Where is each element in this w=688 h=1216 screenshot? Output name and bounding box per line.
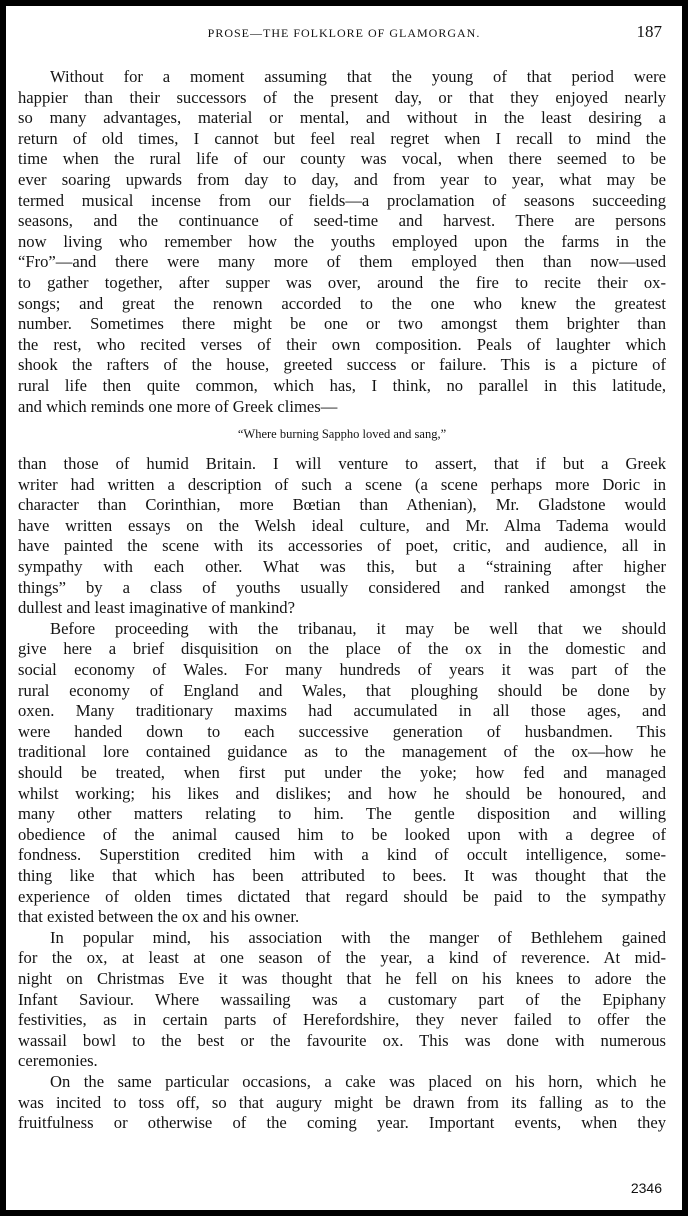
text-line: many other matters relating to him. The gentle disposition and willing	[18, 804, 666, 824]
text-line: now living who remember how the youths employed upon the farms in the	[18, 231, 666, 251]
text-line: than those of humid Britain. I will venture to assert, that if but a Greek	[18, 454, 666, 474]
text-line: festivities, as in certain parts of Herefordshire, they never failed to offer the	[18, 1010, 666, 1030]
scan-id: 2346	[630, 1180, 662, 1196]
text-line: termed musical incense from our fields—a proclamation of seasons succeeding	[18, 190, 666, 210]
text-line: whilst working; his likes and dislikes; and how he should be honoured, and	[18, 783, 666, 803]
text-line: songs; and great the renown accorded to the one who knew the greatest	[18, 293, 666, 313]
text-line: “Fro”—and there were many more of them employed then than now—used	[18, 252, 666, 272]
text-line: Without for a moment assuming that the young of that period were	[50, 67, 666, 86]
text-line: On the same particular occasions, a cake was placed on his horn, which he	[50, 1071, 666, 1091]
text-line: return of old times, I cannot but feel real regret when I recall to mind the	[18, 128, 666, 148]
text-line: character than Corinthian, more Bœtian than Athenian), Mr. Gladstone would	[18, 495, 666, 515]
text-line: and which reminds one more of Greek climes—	[18, 396, 338, 416]
text-line: writer had written a description of such a scene (a scene perhaps more Doric in	[18, 474, 666, 494]
text-line: for the ox, at least at one season of the year, a kind of reverence. At mid-	[18, 948, 666, 968]
text-line: wassail bowl to the best or the favourite ox. This was done with numerous	[18, 1030, 666, 1050]
text-line: night on Christmas Eve it was thought that he fell on his knees to adore the	[18, 968, 666, 988]
text-line: shook the rafters of the house, greeted success or failure. This is a picture of	[18, 355, 666, 375]
body-text	[18, 67, 666, 1134]
text-line: Infant Saviour. Where wassailing was a customary part of the Epiphany	[18, 989, 666, 1009]
page-number: 187	[636, 22, 662, 41]
text-line: number. Sometimes there might be one or two amongst them brighter than	[18, 314, 666, 334]
text-line: obedience of the animal caused him to be looked upon with a degree of	[18, 824, 666, 844]
text-line: ever soaring upwards from day to day, and from year to year, what may be	[18, 169, 666, 189]
text-line: were handed down to each successive generation of husbandmen. This	[18, 721, 666, 741]
block-quote: “Where burning Sappho loved and sang,”	[237, 427, 447, 442]
text-line: rural life then quite common, which has, I think, no parallel in this latitude,	[18, 375, 666, 395]
text-line: the rest, who recited verses of their own composition. Peals of laughter which	[18, 334, 666, 354]
text-line: have written essays on the Welsh ideal culture, and Mr. Alma Tadema would	[18, 515, 666, 535]
text-line: oxen. Many traditionary maxims had accumulated in all those ages, and	[18, 701, 666, 721]
text-line: sympathy with each other. What was this, but a “straining after higher	[18, 557, 666, 577]
running-header	[6, 22, 682, 46]
text-line: that existed between the ox and his owner.	[18, 907, 300, 927]
text-line: experience of olden times dictated that regard should be paid to the sympathy	[18, 886, 666, 906]
text-line: In popular mind, his association with the manger of Bethlehem gained	[50, 927, 666, 947]
text-line: was incited to toss off, so that augury might be drawn from its falling as to the	[18, 1092, 666, 1112]
text-line: traditional lore contained guidance as to the management of the ox—how he	[18, 742, 666, 762]
text-line: Before proceeding with the tribanau, it may be well that we should	[50, 618, 666, 638]
text-line: give here a brief disquisition on the place of the ox in the domestic and	[18, 639, 666, 659]
text-line: happier than their successors of the present day, or that they enjoyed nearly	[18, 87, 666, 107]
text-line: fondness. Superstition credited him with a kind of occult intelligence, some-	[18, 845, 666, 865]
text-line: dullest and least imaginative of mankind?	[18, 598, 295, 618]
document-page	[6, 6, 682, 1210]
text-line: should be treated, when first put under the yoke; how fed and managed	[18, 763, 666, 782]
text-line: so many advantages, material or mental, and without in the least desiring a	[18, 108, 666, 128]
text-line: to gather together, after supper was over, around the fire to recite their ox-	[18, 272, 666, 292]
text-line: things” by a class of youths usually considered and ranked amongst the	[18, 577, 666, 597]
text-line: rural economy of England and Wales, that ploughing should be done by	[18, 680, 666, 700]
text-line: time when the rural life of our county was vocal, when there seemed to be	[18, 149, 666, 169]
text-line: have painted the scene with its accessories of poet, critic, and audience, all in	[18, 536, 666, 556]
header-title: PROSE—THE FOLKLORE OF GLAMORGAN.	[207, 26, 481, 40]
text-line: fruitfulness or otherwise of the coming year. Important events, when they	[18, 1113, 666, 1133]
text-line: thing like that which has been attributed to bees. It was thought that the	[18, 865, 666, 885]
text-line: seasons, and the continuance of seed-time and harvest. There are persons	[18, 211, 666, 231]
text-line: ceremonies.	[18, 1051, 98, 1071]
text-line: social economy of Wales. For many hundreds of years it was part of the	[18, 660, 666, 680]
